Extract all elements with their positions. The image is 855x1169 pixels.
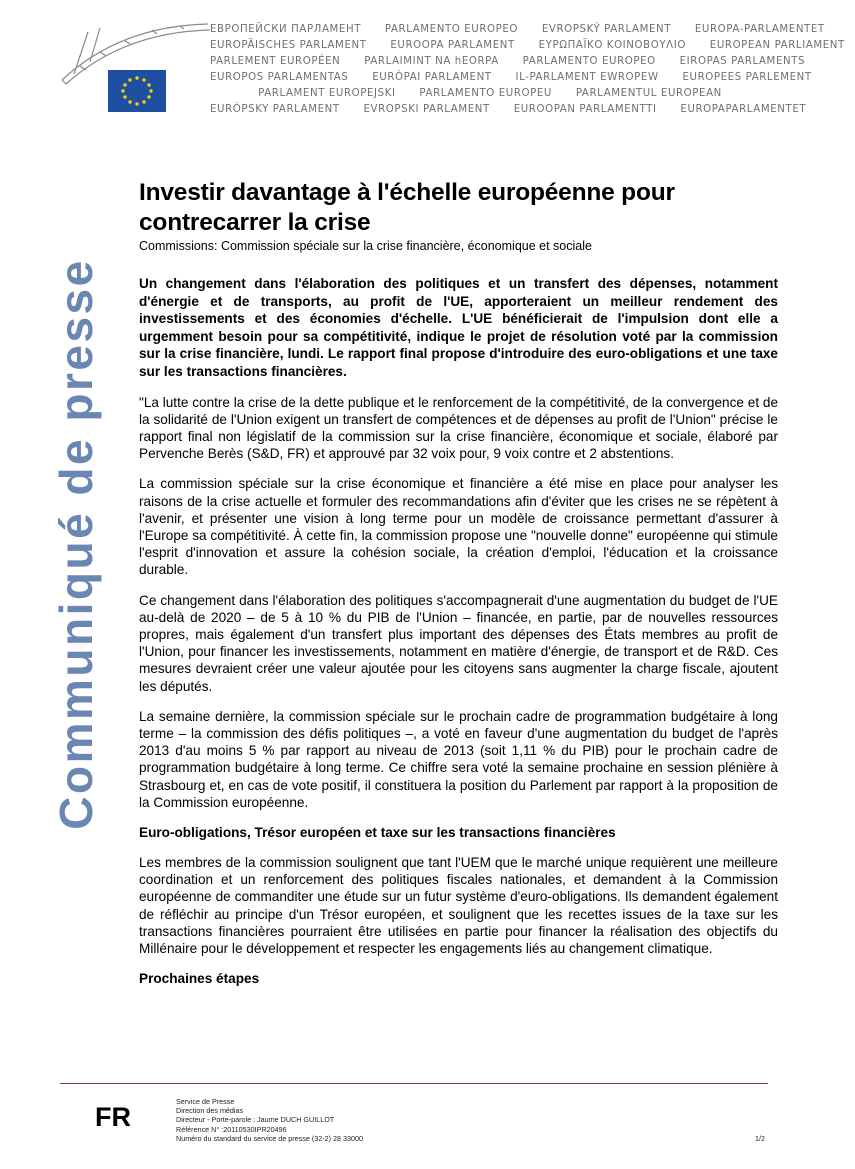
article-subtitle: Commissions: Commission spéciale sur la crise financière, économique et sociale (139, 239, 592, 253)
footer-info (176, 1097, 363, 1143)
page-number: 1/2 (755, 1134, 765, 1143)
footer-line: Direction des médias (176, 1106, 244, 1116)
eu-flag-icon (108, 70, 166, 112)
footer-line: Directeur - Porte-parole : Jaume DUCH GUILLOT (176, 1115, 335, 1125)
section-heading: Euro-obligations, Trésor européen et taxe sur les transactions financières (139, 825, 616, 841)
parliament-name: EUROPEES PARLEMENT (682, 72, 812, 83)
article (139, 178, 778, 987)
article-paragraph: La semaine dernière, la commission spéciale sur le prochain cadre de programmation budgétaire à long terme – la commission des défis politiques –, a voté en faveur d'une augmentation du budget de l'après 2013 d'au moins 5 % par rapport au niveau de 2013 (soit 1,11 % du PIB) pour le prochain cadre de programmation budgétaire à long terme. Ce chiffre sera voté la semaine prochaine en session plénière à Strasbourg et, en cas de vote positif, il constituera la position du Parlement par rapport à la proposition de la Commission européenne. (139, 708, 778, 810)
parliament-name: PARLEMENT EUROPÉEN (210, 56, 341, 67)
parliament-name: PARLAIMINT NA hEORPA (364, 56, 499, 67)
footer-line: Numéro du standard du service de presse (32-2) 28 33000 (176, 1133, 363, 1143)
parliament-name: ΕΥΡΩΠΑΪΚΟ ΚΟΙΝΟΒΟΥΛΙΟ (538, 40, 686, 51)
parliament-name: PARLAMENTO EUROPEO (522, 56, 656, 67)
parliament-names-line (200, 102, 807, 118)
article-paragraph: La commission spéciale sur la crise économique et financière a été mise en place pour analyser les raisons de la crise actuelle et formuler des recommandations afin d'éviter que les crises ne se répètent à l'avenir, et présenter une vision à long terme pour un modèle de croissance permettant d'assurer à l'Europe sa compétitivité. À cette fin, la commission propose une "nouvelle donne" européenne qui stimule l'esprit d'innovation et assure la cohésion sociale, la création d'emploi, l'éducation et la croissance durable. (139, 476, 778, 578)
parliament-names-line (200, 38, 845, 54)
article-paragraph: Ce changement dans l'élaboration des politiques s'accompagnerait d'une augmentation du budget de l'UE au-delà de 2020 – de 5 à 10 % du PIB de l'Union – financée, en partie, par de nouvelles ressources propres, mais également d'un transfert plus important des dépenses des États membres au profit de l'Union, pour financer les investissements, notamment en matière d'énergie, de transport et de R&D. Ces mesures devraient créer une valeur ajoutée pour les citoyens sans augmenter la charge fiscale, ajoutent les députés. (139, 592, 778, 694)
european-parliament-logo-icon (60, 18, 220, 118)
footer-line: Service de Presse (176, 1097, 235, 1106)
parliament-name: PARLAMENT EUROPEJSKI (258, 88, 396, 99)
footer-line: Référence N° :20110530IPR20496 (176, 1124, 287, 1134)
parliament-name: EUROOPA PARLAMENT (390, 40, 515, 51)
parliament-name: EVROPSKI PARLAMENT (363, 104, 490, 115)
parliament-name: EUROOPAN PARLAMENTTI (513, 104, 657, 115)
parliament-name: ЕВРОПЕЙСКИ ПАРЛАМЕНТ (210, 24, 362, 35)
parliament-names-line (200, 54, 806, 70)
parliament-name: EURÓPAI PARLAMENT (372, 72, 492, 83)
parliament-name: PARLAMENTUL EUROPEAN (575, 88, 722, 99)
parliament-name: PARLAMENTO EUROPEO (384, 24, 519, 35)
press-release-sidebar (48, 236, 104, 852)
section-heading: Prochaines étapes (139, 971, 260, 987)
parliament-names-line (200, 86, 780, 102)
parliament-name: EUROPA-PARLAMENTET (694, 24, 825, 35)
parliament-names-line (200, 22, 825, 38)
parliament-names (200, 22, 845, 118)
parliament-name: EVROPSKÝ PARLAMENT (541, 24, 672, 35)
article-title: Investir davantage à l'échelle européenne pour contrecarrer la crise (139, 179, 675, 236)
press-release-label: Communiqué de presse (50, 258, 102, 830)
parliament-name: IL-PARLAMENT EWROPEW (515, 72, 659, 83)
parliament-name: EUROPOS PARLAMENTAS (210, 72, 349, 83)
parliament-name: EUROPEAN PARLIAMENT (709, 40, 845, 51)
parliament-name: PARLAMENTO EUROPEU (419, 88, 552, 99)
footer-divider (60, 1083, 768, 1084)
parliament-name: EIROPAS PARLAMENTS (679, 56, 806, 67)
article-lead: Un changement dans l'élaboration des politiques et un transfert des dépenses, notamment d'énergie et de transports, au profit de l'UE, apporteraient un meilleur rendement des investissements et des économies d'échelle. L'UE bénéficierait de l'impulsion dont elle a urgemment besoin pour sa compétitivité, indique le projet de résolution voté par la commission sur la crise financière, lundi. Le rapport final propose d'introduire des euro-obligations et une taxe sur les transactions financières. (139, 276, 778, 379)
language-code: FR (95, 1102, 131, 1132)
parliament-name: EUROPAPARLAMENTET (680, 104, 807, 115)
article-paragraph: Les membres de la commission soulignent que tant l'UEM que le marché unique requièrent une meilleure coordination et un renforcement des politiques fiscales nationales, et demandent à la Commission européenne de commanditer une étude sur un futur système d'euro-obligations. Ils demandent également de réfléchir au principe d'un Trésor européen, et soulignent que les recettes issues de la taxe sur les transactions financières pourraient être utilisées en partie pour financer la réalisation des objectifs du Millénaire pour le développement et respecter les engagements liés au changement climatique. (139, 855, 778, 957)
parliament-name: EURÓPSKY PARLAMENT (210, 104, 340, 115)
parliament-name: EUROPÄISCHES PARLAMENT (210, 40, 367, 51)
article-paragraph: "La lutte contre la crise de la dette publique et le renforcement de la compétitivité, de la convergence et de la solidarité de l'Union exigent un transfert de compétences et de dépenses au profit de l'Union" précise le rapport final non législatif de la commission sur la crise financière, économique et sociale, élaboré par Pervenche Berès (S&D, FR) et approuvé par 32 voix pour, 9 voix contre et 2 abstentions. (139, 394, 778, 462)
parliament-names-line (200, 70, 812, 86)
